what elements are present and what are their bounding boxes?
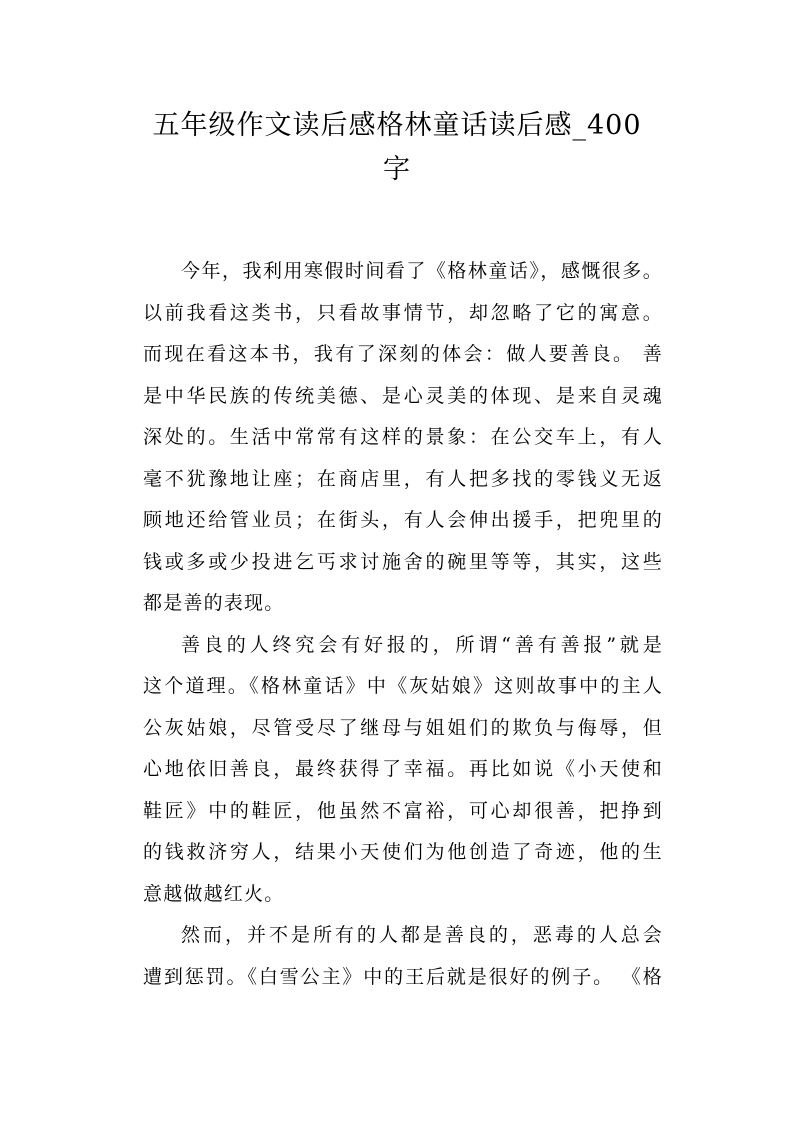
paragraph-3: [143, 915, 663, 998]
paragraph-2: [143, 625, 663, 916]
paragraph-1: [143, 251, 663, 625]
text-line: 以前我看这类书，只看故事情节，却忽略了它的寓意。: [143, 301, 663, 324]
text-line: 深处的。生活中常常有这样的景象：在公交车上，有人: [143, 426, 663, 448]
document-title-line-1: 五年级作文读后感格林童话读后感_400: [152, 110, 642, 141]
text-line: 今年，我利用寒假时间看了《格林童话》，感慨很多。: [181, 260, 663, 282]
document-title-line-2: 字: [383, 154, 411, 185]
text-line: 都是善的表现。: [143, 592, 285, 614]
text-line: 然而，并不是所有的人都是善良的，恶毒的人总会: [181, 924, 663, 946]
text-line: 的钱救济穷人，结果小天使们为他创造了奇迹，他的生: [143, 841, 663, 863]
text-line: 公灰姑娘，尽管受尽了继母与姐姐们的欺负与侮辱，但: [143, 716, 663, 739]
text-line: 意越做越红火。: [143, 882, 285, 905]
text-line: 顾地还给管业员；在街头，有人会伸出援手，把兜里的: [143, 509, 663, 531]
text-line: 善良的人终究会有好报的，所谓“善有善报”就是: [181, 633, 663, 656]
text-line: 这个道理。《格林童话》中《灰姑娘》这则故事中的主人: [143, 675, 663, 697]
text-line: 遭到惩罚。《白雪公主》中的王后就是很好的例子。 《格: [143, 965, 663, 988]
text-line: 而现在看这本书，我有了深刻的体会：做人要善良。 善: [143, 343, 663, 365]
text-line: 毫不犹豫地让座；在商店里，有人把多找的零钱义无返: [143, 467, 663, 490]
text-line: 鞋匠》中的鞋匠，他虽然不富裕，可心却很善，把挣到: [143, 799, 663, 822]
document-title: [120, 104, 674, 192]
document-body: [143, 251, 663, 998]
text-line: 钱或多或少投进乞丐求讨施舍的碗里等等，其实，这些: [143, 550, 663, 573]
text-line: 是中华民族的传统美德、是心灵美的体现、是来自灵魂: [143, 384, 663, 407]
text-line: 心地依旧善良，最终获得了幸福。再比如说《小天使和: [143, 758, 663, 780]
